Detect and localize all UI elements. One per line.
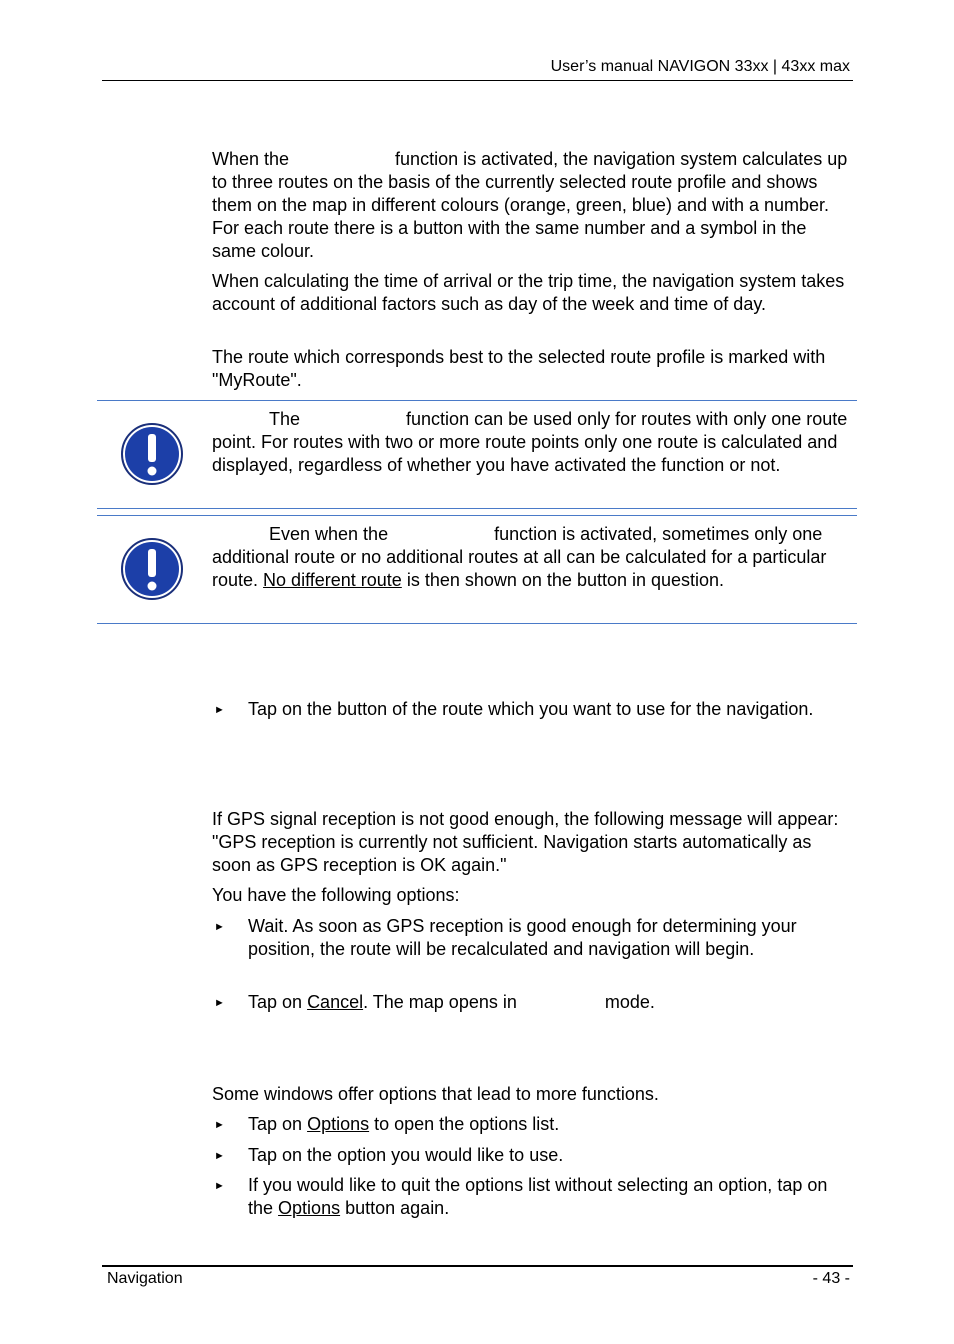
- intro-paragraph-1: When the function is activated, the navigation system calculates up to three routes on the basis of the currently selected route profile and shows them on the map in different colours (orange, green, blue) and with a number. For each route there is a button with the same number and a symbol in the same colour.: [212, 149, 848, 261]
- options-step-2: ► Tap on the option you would like to use.: [214, 1145, 564, 1165]
- no-different-route-label: No different route: [263, 570, 402, 590]
- footer-rule: [102, 1265, 853, 1267]
- exclamation-icon: [120, 537, 184, 601]
- intro-paragraph-2: When calculating the time of arrival or the trip time, the navigation system takes account of additional factors such as day of the week and time of day.: [212, 271, 845, 314]
- gps-paragraph-2: You have the following options:: [212, 885, 460, 905]
- right-triangle-icon: ►: [214, 997, 225, 1009]
- options-paragraph: Some windows offer options that lead to more functions.: [212, 1084, 659, 1104]
- cancel-button-label: Cancel: [307, 992, 364, 1012]
- options-button-label: Options: [307, 1114, 370, 1134]
- right-triangle-icon: ►: [214, 921, 225, 933]
- exclamation-icon: [120, 422, 184, 486]
- note-1-bottom-rule: [97, 508, 857, 509]
- note-2-bottom-rule: [97, 623, 857, 624]
- header-rule: [102, 80, 853, 81]
- gps-option-cancel: ► Tap on Cancel. The map opens in mode.: [214, 992, 655, 1012]
- right-triangle-icon: ►: [214, 1119, 225, 1131]
- gps-paragraph-1: If GPS signal reception is not good enough, the following message will appear: "GPS reception is currently not sufficient. Navigation starts automatically as soon as GPS reception is OK again.": [212, 809, 839, 875]
- options-step-3: ► If you would like to quit the options list without selecting an option, tap on the Options button again.: [214, 1175, 828, 1218]
- right-triangle-icon: ►: [214, 1180, 225, 1192]
- note-2-top-rule: [97, 515, 857, 516]
- note-1-text: The function can be used only for routes with only one route point. For routes with two or more route points only one route is calculated and displayed, regardless of whether you have activated the function or not.: [212, 409, 848, 475]
- right-triangle-icon: ►: [214, 704, 225, 716]
- intro-paragraph-3: The route which corresponds best to the selected route profile is marked with "MyRoute".: [212, 347, 826, 390]
- note-2-text: Even when the function is activated, sometimes only one additional route or no additional routes at all can be calculated for a particular route. No different route is then shown on the button in question.: [212, 524, 827, 590]
- options-button-label: Options: [278, 1198, 341, 1218]
- options-step-1: ► Tap on Options to open the options list.: [214, 1114, 560, 1134]
- page-number: - 43 -: [812, 1270, 850, 1287]
- right-triangle-icon: ►: [214, 1150, 225, 1162]
- gps-option-wait: ► Wait. As soon as GPS reception is good enough for determining your position, the route will be recalculated and navigation will begin.: [214, 916, 797, 959]
- note-1-top-rule: [97, 400, 857, 401]
- footer-section: Navigation: [107, 1270, 183, 1287]
- running-header: User’s manual NAVIGON 33xx | 43xx max: [550, 58, 850, 75]
- step-list-item: ► Tap on the button of the route which you want to use for the navigation.: [214, 699, 814, 719]
